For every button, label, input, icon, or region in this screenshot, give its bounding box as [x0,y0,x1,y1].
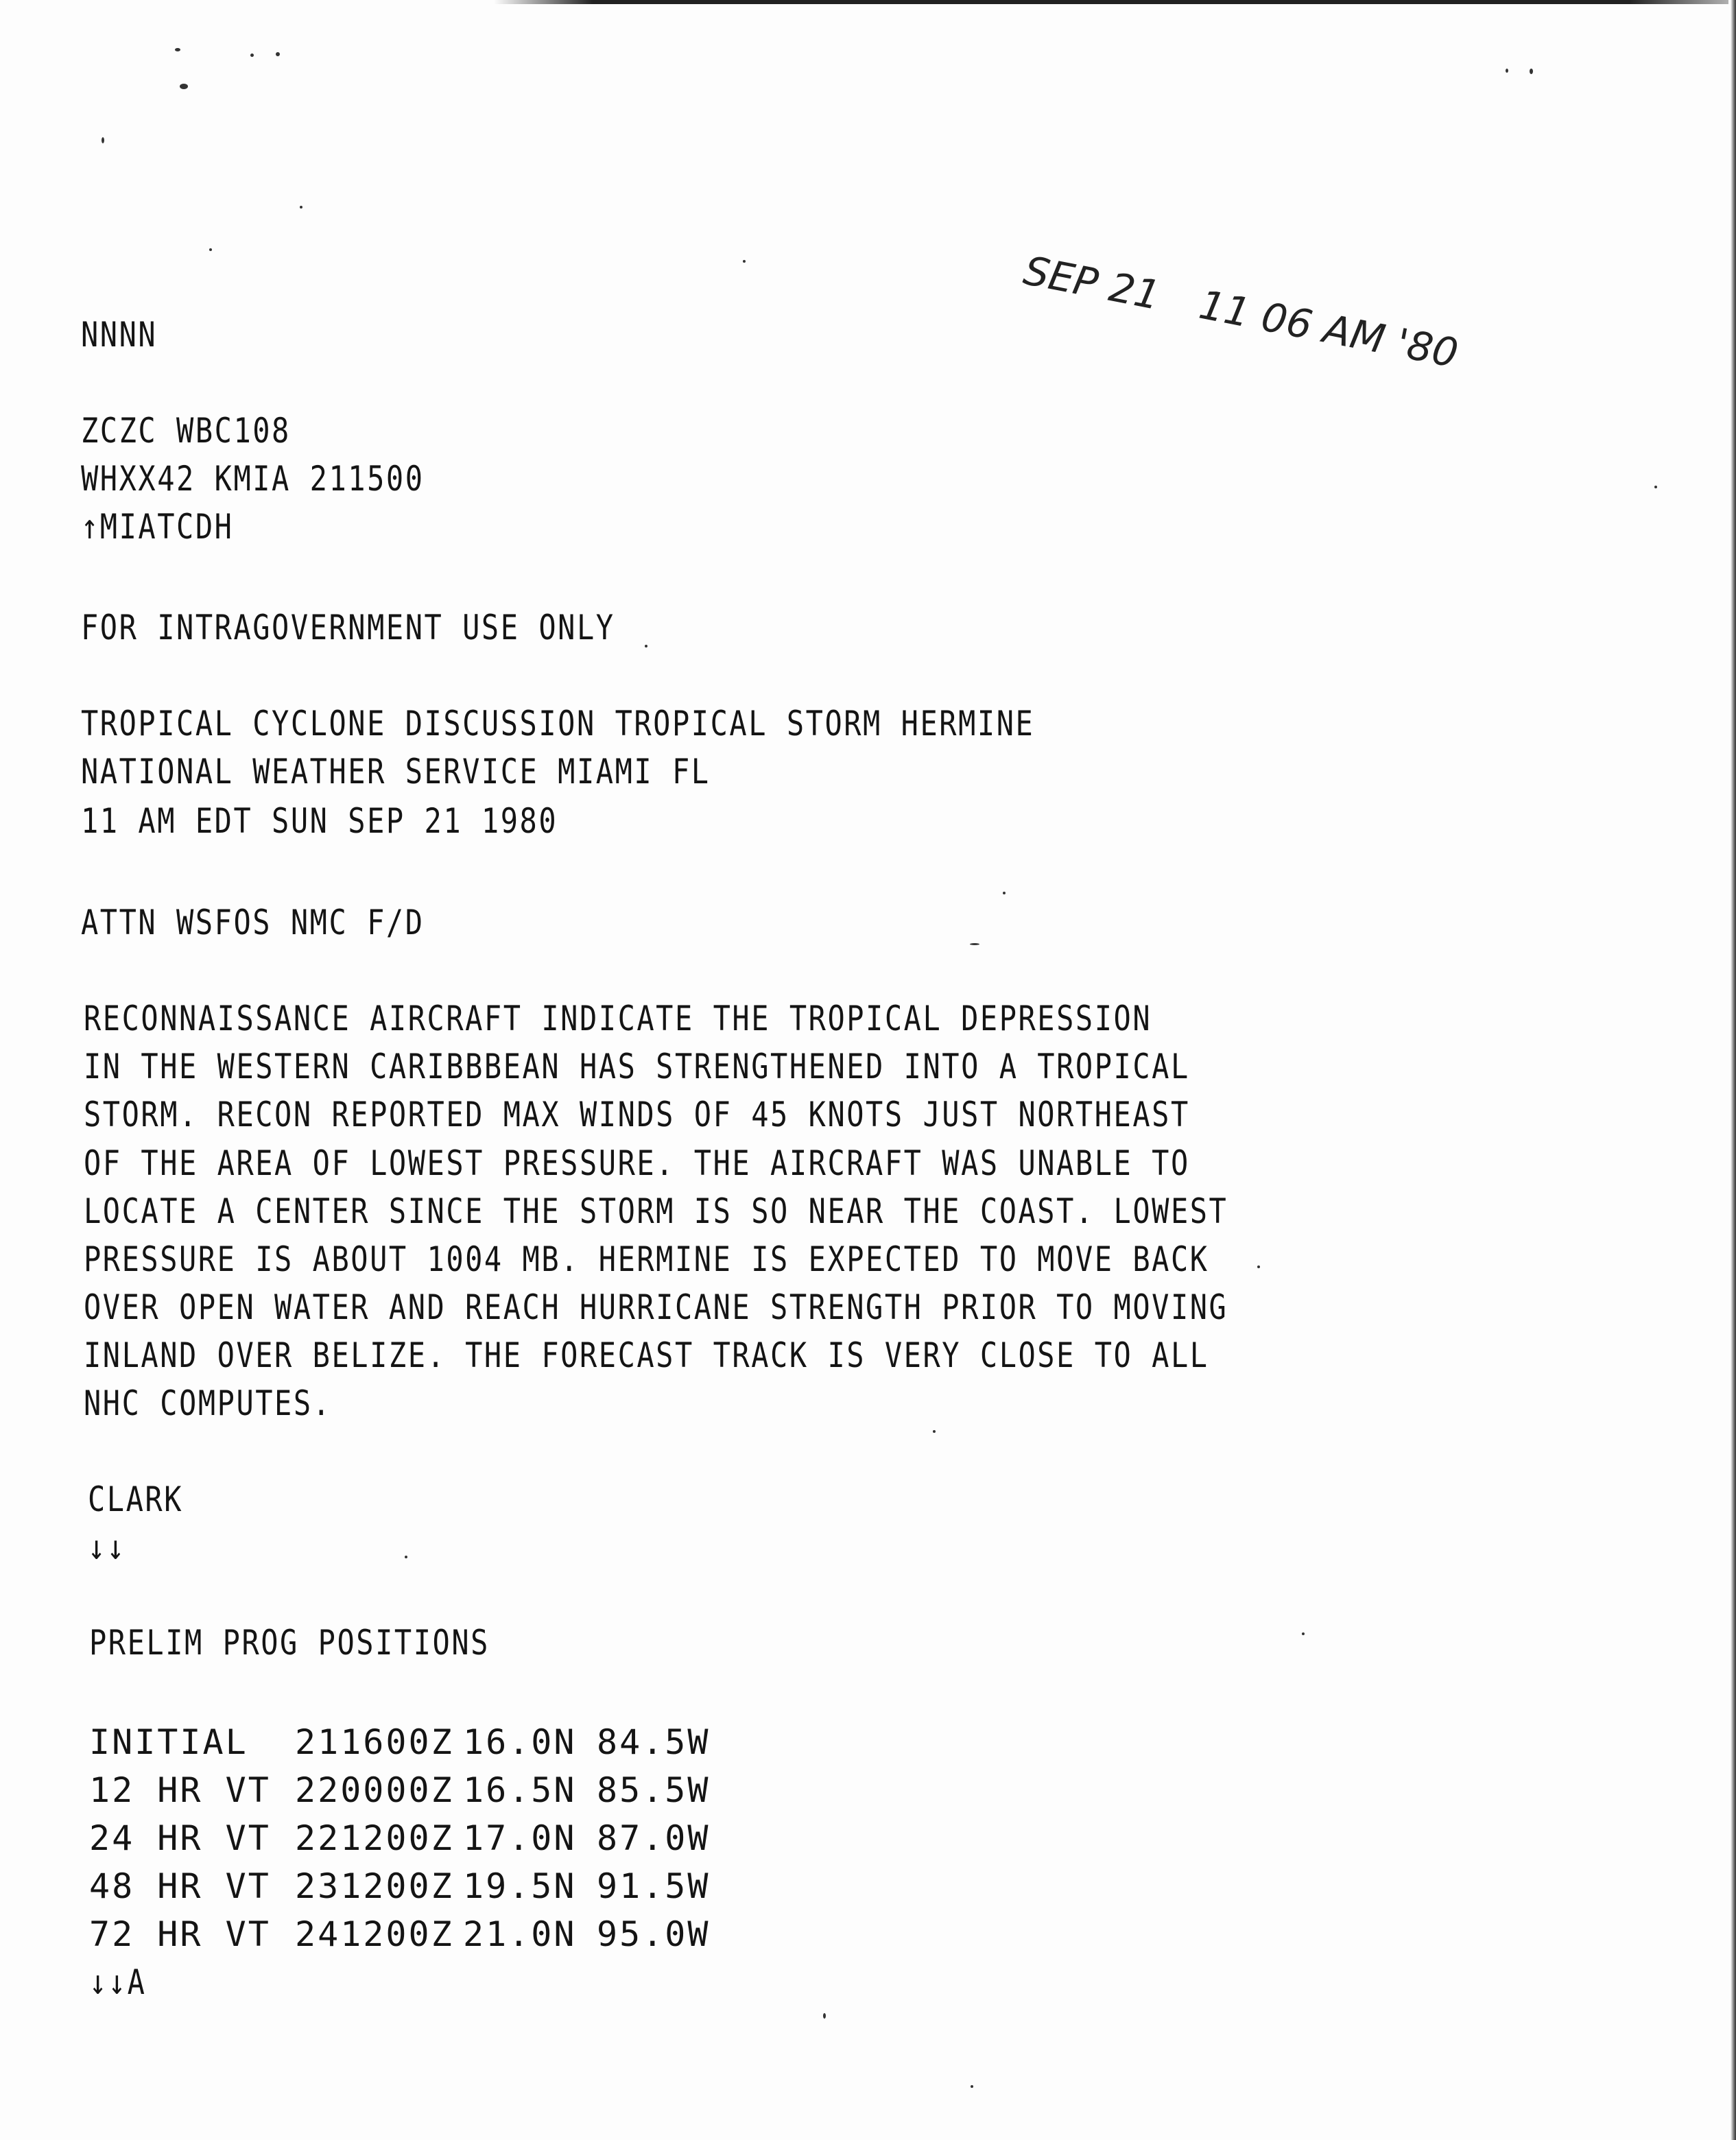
forecast-hour-cell: 24 HR VT [89,1818,271,1858]
nnnn-line: NNNN [81,315,158,355]
longitude-cell: 95.0W [597,1914,711,1954]
table-row [89,1814,711,1862]
body-line: IN THE WESTERN CARIBBBEAN HAS STRENGTHENED INTO A TROPICAL [84,1047,1190,1086]
table-row [89,1910,711,1958]
scan-speck [823,2013,826,2019]
forecast-hour-cell: 48 HR VT [89,1866,271,1906]
longitude-cell: 85.5W [597,1770,711,1810]
signature: CLARK [88,1479,184,1519]
latitude-cell: 16.0N [463,1722,577,1762]
scan-speck [250,54,254,57]
body-line: PRESSURE IS ABOUT 1004 MB. HERMINE IS EXPECTED TO MOVE BACK [84,1239,1209,1279]
awips-id-line: ↑MIATCDH [81,507,234,547]
latitude-cell: 19.5N [463,1866,577,1906]
prog-positions-table [89,1718,711,1958]
end-marker: ↓↓A [89,1962,147,2002]
longitude-cell: 91.5W [597,1866,711,1906]
scan-speck [1302,1632,1305,1635]
stamp-date: SEP 21 [1020,247,1165,320]
scan-speck [175,48,180,51]
scan-top-edge [494,0,1728,4]
body-line: STORM. RECON REPORTED MAX WINDS OF 45 KNOTS JUST NORTHEAST [84,1095,1190,1134]
latitude-cell: 21.0N [463,1914,577,1954]
valid-time-cell: 231200Z [295,1866,454,1906]
body-line: OF THE AREA OF LOWEST PRESSURE. THE AIRCRAFT WAS UNABLE TO [84,1143,1190,1183]
body-line: RECONNAISSANCE AIRCRAFT INDICATE THE TROPICAL DEPRESSION [84,999,1152,1038]
latitude-cell: 16.5N [463,1770,577,1810]
scan-speck [971,2085,973,2088]
scan-speck [1654,486,1657,488]
prog-heading: PRELIM PROG POSITIONS [89,1623,490,1663]
scan-speck [1003,892,1006,894]
scan-speck [645,645,647,647]
latitude-cell: 17.0N [463,1818,577,1858]
longitude-cell: 84.5W [597,1722,711,1762]
scan-speck [970,943,979,945]
table-row [89,1766,711,1814]
valid-time-cell: 241200Z [295,1914,454,1954]
valid-time-cell: 221200Z [295,1818,454,1858]
body-line: NHC COMPUTES. [84,1383,332,1423]
scan-speck [405,1556,407,1558]
body-line: INLAND OVER BELIZE. THE FORECAST TRACK IS VERY CLOSE TO ALL [84,1335,1209,1375]
attn-line: ATTN WSFOS NMC F/D [81,903,425,942]
valid-time-cell: 211600Z [295,1722,454,1762]
forecast-hour-cell: INITIAL [89,1722,248,1762]
title-line-2: NATIONAL WEATHER SERVICE MIAMI FL [81,752,711,792]
scan-speck [1257,1265,1260,1268]
scan-speck [933,1430,936,1433]
scan-speck [1530,69,1533,74]
scan-speck [209,248,212,251]
forecast-hour-cell: 12 HR VT [89,1770,271,1810]
scan-speck [1506,69,1508,73]
table-row [89,1862,711,1910]
forecast-hour-cell: 72 HR VT [89,1914,271,1954]
scan-speck [743,260,746,263]
scan-speck [276,52,280,56]
longitude-cell: 87.0W [597,1818,711,1858]
end-marker: ↓↓ [88,1527,126,1567]
scan-speck [102,137,104,143]
body-line: OVER OPEN WATER AND REACH HURRICANE STRENGTH PRIOR TO MOVING [84,1287,1228,1327]
restriction-line: FOR INTRAGOVERNMENT USE ONLY [81,608,615,647]
received-stamp [1020,247,1462,377]
title-line-3: 11 AM EDT SUN SEP 21 1980 [81,801,558,841]
stamp-time: 11 06 AM '80 [1195,281,1462,377]
table-row [89,1718,711,1766]
wmo-header-line: WHXX42 KMIA 211500 [81,459,425,499]
valid-time-cell: 220000Z [295,1770,454,1810]
body-line: LOCATE A CENTER SINCE THE STORM IS SO NEAR THE COAST. LOWEST [84,1191,1228,1231]
scan-speck [300,206,302,209]
title-line-1: TROPICAL CYCLONE DISCUSSION TROPICAL STORM HERMINE [81,704,1035,744]
zczc-line: ZCZC WBC108 [81,411,291,451]
scan-speck [180,84,188,89]
scan-right-edge [1731,0,1736,2140]
